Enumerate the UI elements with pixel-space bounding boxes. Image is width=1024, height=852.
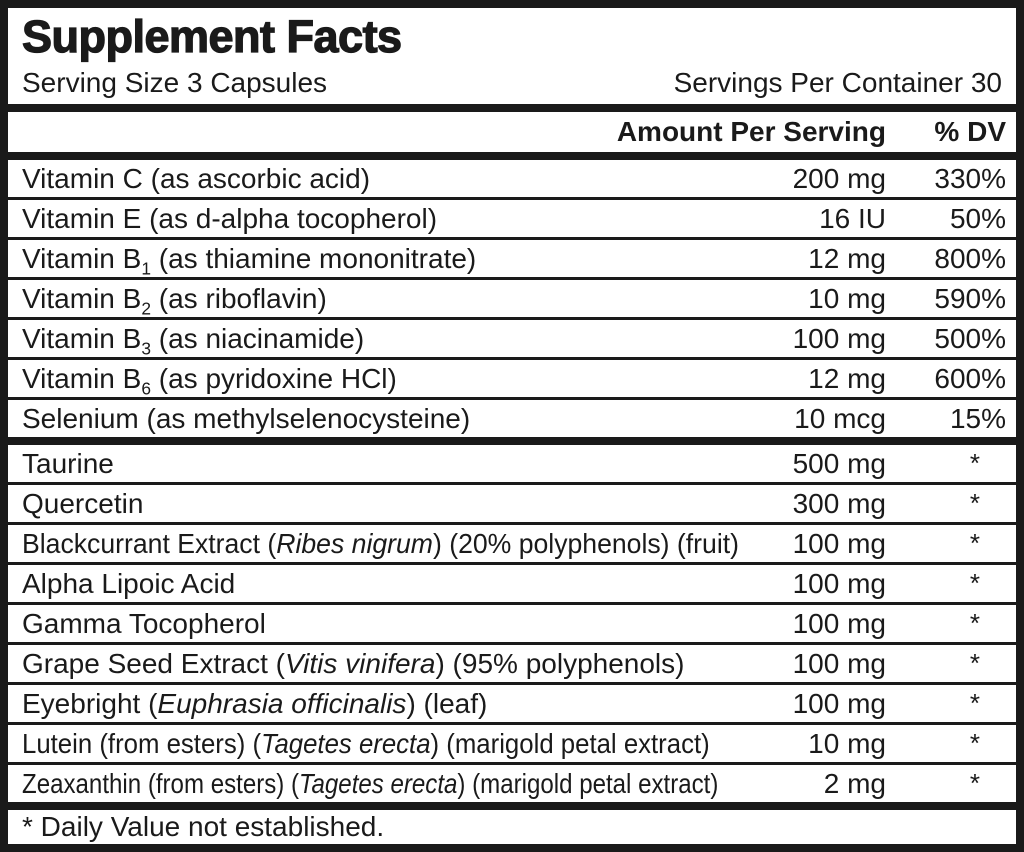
table-row	[8, 725, 1016, 762]
ingredient-name-part: (as thiamine mononitrate)	[150, 243, 477, 274]
amount-value: 100 mg	[792, 648, 886, 679]
column-header-row	[8, 112, 1016, 152]
ingredient-name-part: Blackcurrant Extract (	[22, 528, 277, 559]
ingredient-name	[22, 725, 710, 762]
thick-divider	[8, 104, 1016, 112]
table-row	[8, 485, 1016, 522]
table-row	[8, 565, 1016, 602]
ingredient-name-part: Gamma Tocopherol	[22, 608, 266, 639]
ingredient-name-part: Lutein (from esters) (	[22, 728, 262, 759]
ingredient-name-part: Taurine	[22, 448, 114, 479]
table-row	[8, 685, 1016, 722]
amount-value: 12 mg	[808, 363, 886, 394]
ingredient-name-part: (as niacinamide)	[150, 323, 365, 354]
amount-value: 200 mg	[792, 163, 886, 194]
ingredient-name	[22, 320, 364, 357]
table-row	[8, 525, 1016, 562]
ingredient-name-sub: 1	[141, 258, 151, 279]
dv-value: *	[969, 488, 980, 518]
label-title: Supplement Facts	[22, 11, 402, 62]
ingredient-name	[22, 485, 143, 522]
ingredient-name	[22, 400, 470, 437]
footnote: * Daily Value not established.	[22, 811, 385, 842]
table-row	[8, 200, 1016, 237]
ingredient-name-part: ) (leaf)	[406, 688, 488, 719]
amount-value: 100 mg	[792, 568, 886, 599]
ingredient-name	[22, 280, 327, 317]
serving-info-row	[8, 62, 1016, 104]
amount-value: 10 mcg	[794, 403, 886, 434]
ingredient-name	[22, 645, 684, 682]
table-row	[8, 605, 1016, 642]
dv-value: 590%	[934, 283, 1006, 314]
serving-size: Serving Size 3 Capsules	[22, 67, 328, 98]
table-row	[8, 445, 1016, 482]
ingredient-name	[22, 765, 718, 802]
dv-value: 50%	[949, 203, 1006, 234]
amount-value: 16 IU	[819, 203, 886, 234]
ingredient-name-latin: Euphrasia officinalis	[157, 688, 407, 719]
ingredient-name-part: Vitamin B	[22, 363, 142, 394]
ingredient-name	[22, 160, 370, 197]
ingredient-name-part: Selenium (as methylselenocysteine)	[22, 403, 471, 434]
ingredient-name-sub: 6	[141, 378, 151, 399]
table-row	[8, 320, 1016, 357]
ingredient-name-part: ) (marigold petal extract)	[457, 768, 719, 799]
dv-value: *	[969, 688, 980, 718]
ingredient-name-part: Eyebright (	[22, 688, 158, 719]
ingredient-name-part: Vitamin B	[22, 283, 142, 314]
amount-value: 12 mg	[808, 243, 886, 274]
thick-divider	[8, 437, 1016, 445]
ingredient-name-part: Vitamin B	[22, 243, 142, 274]
amount-value: 100 mg	[792, 323, 886, 354]
amount-value: 2 mg	[823, 768, 886, 799]
ingredient-name-part: Vitamin E (as d-alpha tocopherol)	[22, 203, 438, 234]
dv-value: 330%	[934, 163, 1006, 194]
dv-value: *	[969, 608, 980, 638]
amount-value: 10 mg	[808, 283, 886, 314]
servings-per-container: Servings Per Container 30	[673, 67, 1002, 98]
amount-value: 100 mg	[792, 608, 886, 639]
ingredient-name-part: Grape Seed Extract (	[22, 648, 286, 679]
ingredient-name-part: ) (20% polyphenols) (fruit)	[432, 528, 739, 559]
table-row	[8, 160, 1016, 197]
ingredient-name	[22, 360, 397, 397]
ingredient-name-latin: Vitis vinifera	[285, 648, 436, 679]
table-row	[8, 765, 1016, 802]
dv-value: *	[969, 648, 980, 678]
ingredient-name	[22, 240, 476, 277]
ingredient-name-sub: 2	[141, 298, 151, 319]
table-row	[8, 240, 1016, 277]
ingredient-name-sub: 3	[141, 338, 151, 359]
ingredient-name	[22, 525, 739, 562]
ingredient-name	[22, 565, 235, 602]
ingredient-name-part: Quercetin	[22, 488, 144, 519]
ingredient-name-part: Vitamin C (as ascorbic acid)	[22, 163, 371, 194]
column-header-dv: % DV	[934, 116, 1006, 147]
table-row	[8, 360, 1016, 397]
ingredient-name-part: (as riboflavin)	[150, 283, 327, 314]
ingredient-name-latin: Tagetes erecta	[261, 728, 431, 759]
table-row	[8, 645, 1016, 682]
dv-value: *	[969, 448, 980, 478]
table-row	[8, 280, 1016, 317]
ingredient-name	[22, 200, 437, 237]
ingredient-name	[22, 445, 114, 482]
ingredient-name-part: Zeaxanthin (from esters) (	[22, 768, 300, 799]
ingredient-name-latin: Tagetes erecta	[299, 768, 458, 799]
dv-value: *	[969, 568, 980, 598]
ingredient-name-part: Alpha Lipoic Acid	[22, 568, 236, 599]
ingredient-name-part: Vitamin B	[22, 323, 142, 354]
dv-value: 15%	[949, 403, 1006, 434]
ingredient-name-latin: Ribes nigrum	[276, 528, 433, 559]
ingredient-name-part: (as pyridoxine HCl)	[150, 363, 397, 394]
dv-value: *	[969, 728, 980, 758]
amount-value: 500 mg	[792, 448, 886, 479]
thick-divider	[8, 152, 1016, 160]
ingredient-name-part: ) (95% polyphenols)	[435, 648, 685, 679]
column-header-amount: Amount Per Serving	[616, 116, 886, 147]
ingredient-name	[22, 605, 266, 642]
table-row	[8, 400, 1016, 437]
amount-value: 10 mg	[808, 728, 886, 759]
dv-value: 600%	[934, 363, 1006, 394]
dv-value: *	[969, 528, 980, 558]
thick-divider	[8, 802, 1016, 810]
dv-value: *	[969, 768, 980, 798]
ingredient-name	[22, 685, 487, 722]
amount-value: 100 mg	[792, 528, 886, 559]
amount-value: 100 mg	[792, 688, 886, 719]
dv-value: 800%	[934, 243, 1006, 274]
ingredient-name-part: ) (marigold petal extract)	[430, 728, 710, 759]
amount-value: 300 mg	[792, 488, 886, 519]
dv-value: 500%	[934, 323, 1006, 354]
